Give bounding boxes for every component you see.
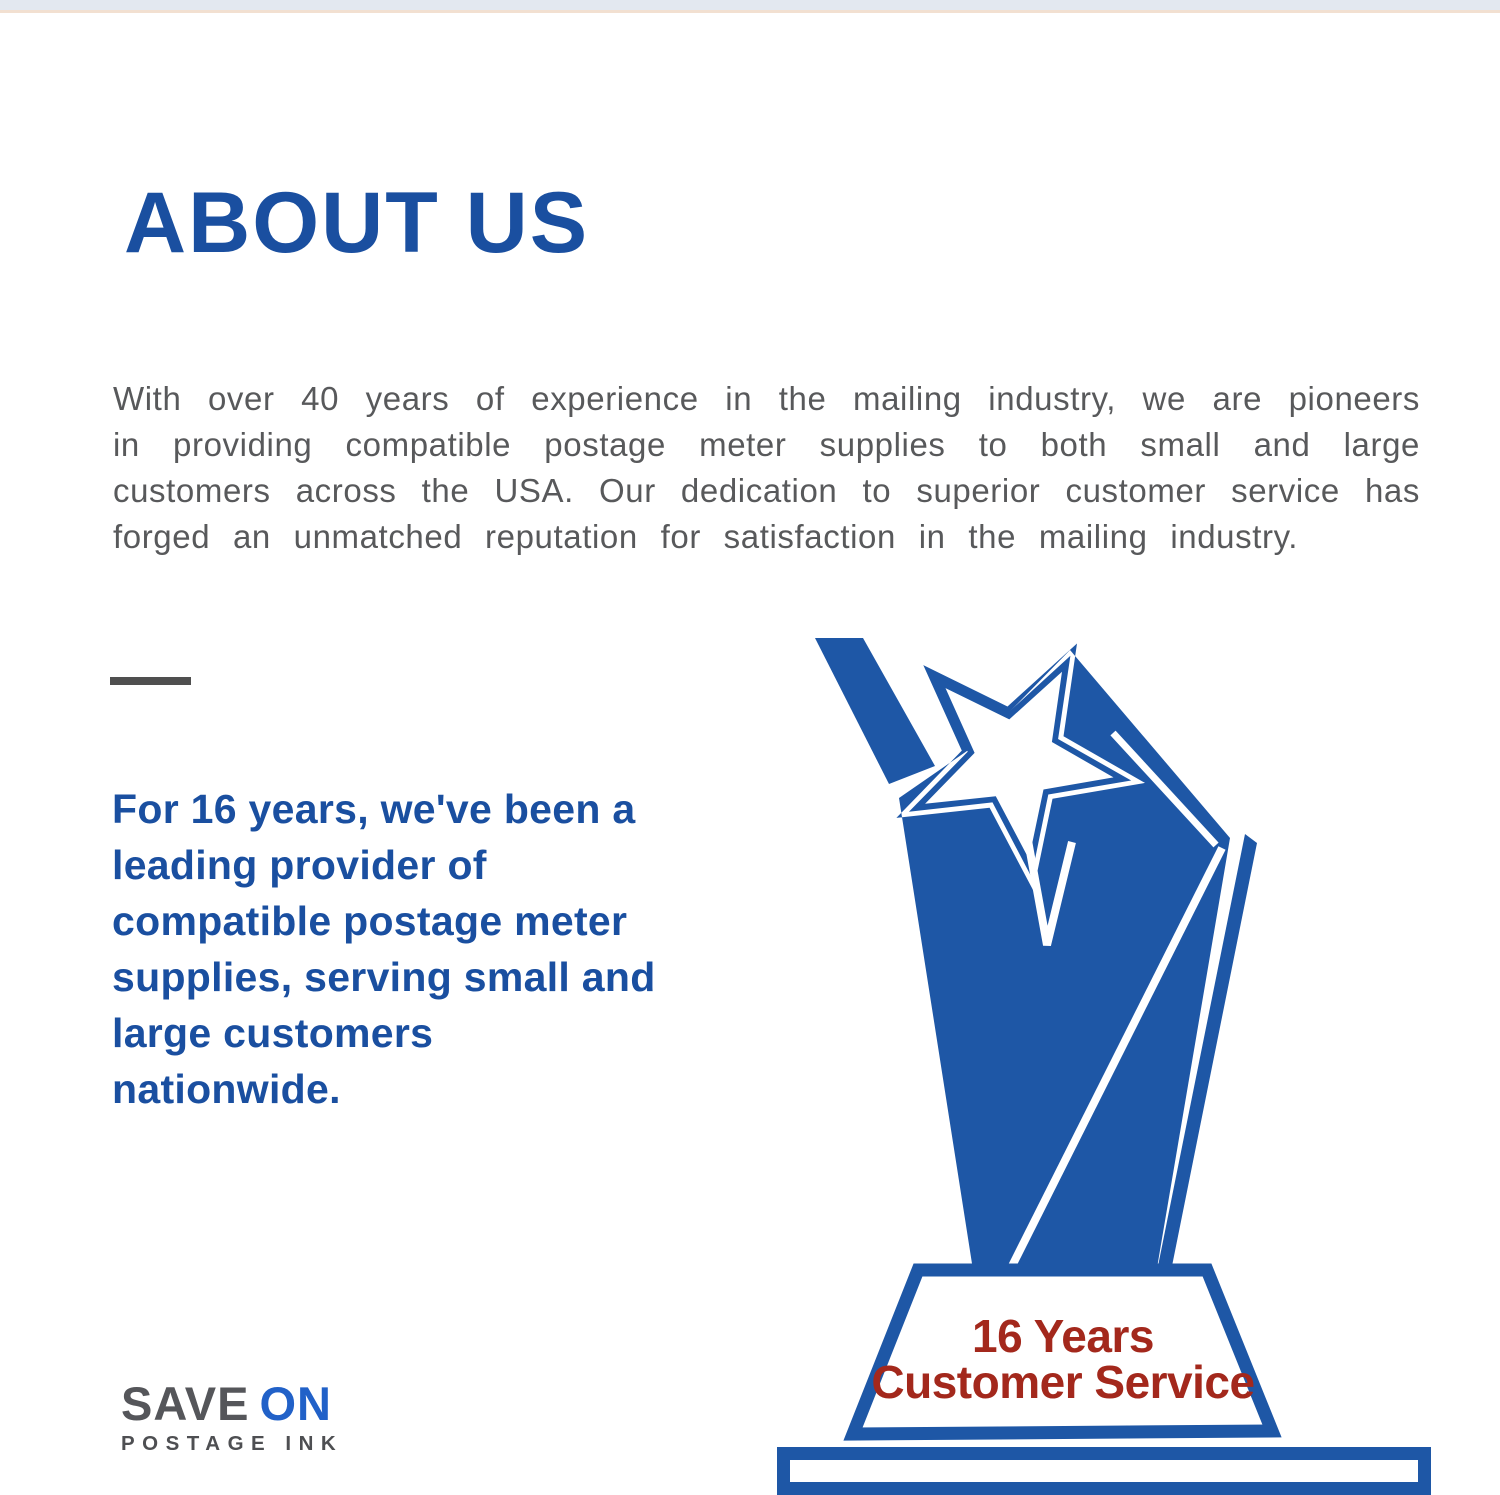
trophy-award-graphic <box>775 630 1435 1495</box>
brand-logo <box>121 1378 343 1456</box>
highlight-line: For 16 years, we've been a <box>112 786 636 832</box>
highlight-line: nationwide. <box>112 1066 341 1112</box>
highlight-line: supplies, serving small and <box>112 954 656 1000</box>
brand-logo-wordmark <box>121 1378 343 1430</box>
brand-word-on: ON <box>259 1377 332 1430</box>
section-divider <box>110 677 191 685</box>
brand-tagline: POSTAGE INK <box>121 1431 344 1455</box>
award-years-label: 16 Years <box>972 1310 1154 1362</box>
trophy-blade-facet <box>815 638 935 784</box>
highlight-line: compatible postage meter <box>112 898 628 944</box>
about-paragraph: With over 40 years of experience in the mailing industry, we are pioneers in providing compatible postage meter supplies to both small and large customers across the USA. Our dedication to superior customer service has forged an unmatched reputation for satisfaction in the mailing industry. <box>113 380 1420 555</box>
highlight-line: leading provider of <box>112 842 487 888</box>
award-service-label: Customer Service <box>871 1356 1255 1408</box>
top-accent-line <box>0 10 1500 13</box>
brand-word-save: SAVE <box>121 1377 250 1430</box>
trophy-award-icon <box>775 630 1435 1495</box>
top-band <box>0 0 1500 10</box>
highlight-statement <box>112 781 752 1117</box>
page-title: ABOUT US <box>124 175 590 271</box>
trophy-plinth-face <box>790 1460 1418 1482</box>
highlight-line: large customers <box>112 1010 434 1056</box>
